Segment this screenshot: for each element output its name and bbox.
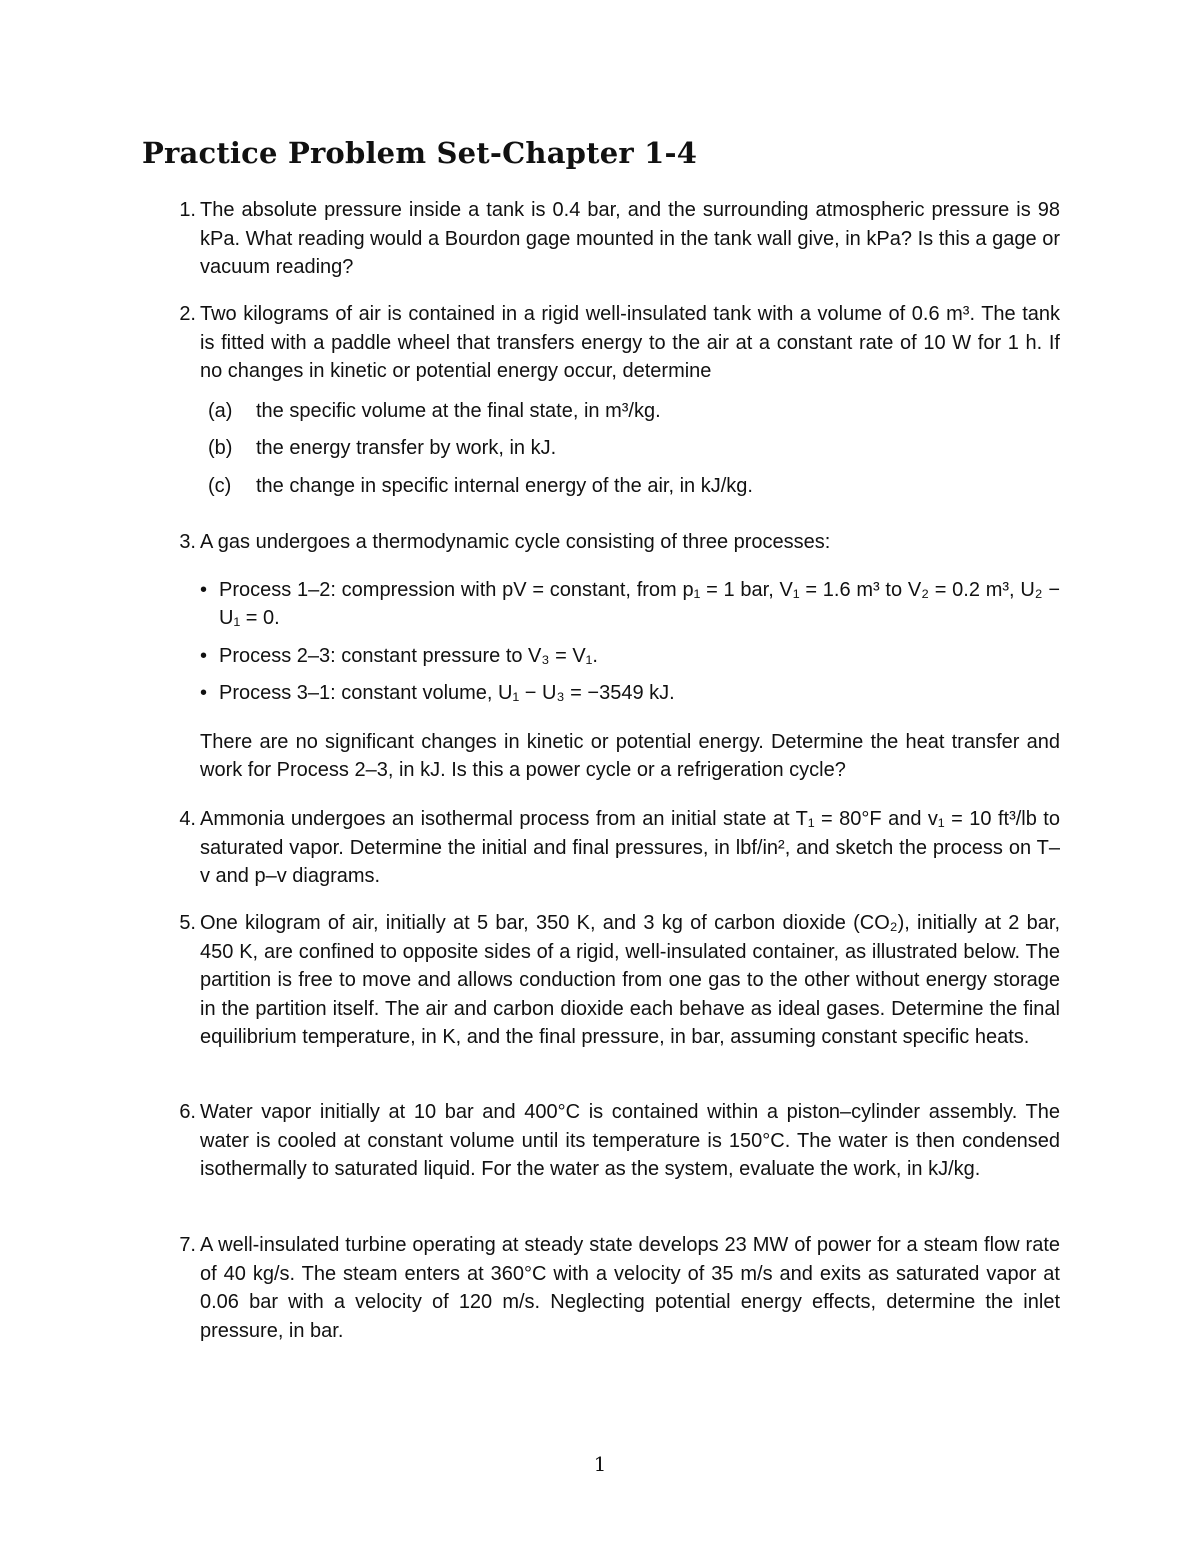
bullet-text: Process 2–3: constant pressure to V₃ = V₁. [219, 644, 598, 667]
sub-question-b [208, 434, 1060, 463]
sub-text: the change in specific internal energy of the air, in kJ/kg. [256, 474, 753, 497]
problem-text: The absolute pressure inside a tank is 0.4 bar, and the surrounding atmospheric pressure is 98 kPa. What reading would a Bourdon gage mounted in the tank wall give, in kPa? Is this a gage or vacuum reading? [200, 199, 1060, 278]
problem-closing-text: There are no significant changes in kinetic or potential energy. Determine the heat transfer and work for Process 2–3, in kJ. Is this a power cycle or a refrigeration cycle? [200, 730, 1060, 781]
bullet-text: Process 1–2: compression with pV = constant, from p₁ = 1 bar, V₁ = 1.6 m³ to V₂ = 0.2 m³, U₂ − U₁ = 0. [219, 578, 1060, 629]
sub-question-c [208, 472, 1060, 501]
problem-number: 4. [179, 808, 196, 830]
problem-number: 5. [179, 912, 196, 934]
problem-text: Two kilograms of air is contained in a rigid well-insulated tank with a volume of 0.6 m³. The tank is fitted with a paddle wheel that transfers energy to the air at a constant rate of 10 W for 1 h. If no changes in kinetic or potential energy occur, determine [200, 303, 1060, 382]
problem-number: 6. [179, 1101, 196, 1123]
problem-1 [170, 196, 1060, 282]
problem-text: Water vapor initially at 10 bar and 400°C is contained within a piston–cylinder assembly. The water is cooled at constant volume until its temperature is 150°C. The water is then condensed isothermally to saturated liquid. For the water as the system, evaluate the work, in kJ/kg. [200, 1101, 1060, 1180]
bullet-item [194, 642, 1060, 671]
sub-label: (c) [208, 474, 232, 497]
sub-label: (a) [208, 399, 233, 422]
bullet-icon: • [200, 644, 208, 667]
page-number: 1 [593, 1452, 607, 1476]
bullet-icon: • [200, 578, 208, 601]
problem-number: 1. [179, 199, 196, 221]
problem-text: A well-insulated turbine operating at steady state develops 23 MW of power for a steam flow rate of 40 kg/s. The steam enters at 360°C with a velocity of 35 m/s and exits as saturated vapor at 0.06 bar with a velocity of 120 m/s. Neglecting potential energy effects, determine the inlet pressure, in bar. [200, 1234, 1060, 1342]
problem-4 [170, 805, 1060, 891]
problem-2 [170, 300, 1060, 500]
page-title: Practice Problem Set-Chapter 1-4 [142, 136, 698, 170]
problem-number: 3. [179, 531, 196, 553]
problem-5 [170, 909, 1060, 1052]
bullet-item [194, 576, 1060, 633]
bullet-item [194, 679, 1060, 708]
bullet-text: Process 3–1: constant volume, U₁ − U₃ = −3549 kJ. [219, 682, 675, 704]
sub-text: the specific volume at the final state, in m³/kg. [256, 399, 661, 422]
problem-7 [170, 1231, 1060, 1345]
problem-text: Ammonia undergoes an isothermal process from an initial state at T₁ = 80°F and v₁ = 10 ft³/lb to saturated vapor. Determine the initial and final pressures, in lbf/in², and sketch the process on T–v and p–v diagrams. [200, 808, 1060, 887]
problem-number: 7. [179, 1234, 196, 1256]
problem-text: One kilogram of air, initially at 5 bar, 350 K, and 3 kg of carbon dioxide (CO₂), initially at 2 bar, 450 K, are confined to opposite sides of a rigid, well-insulated container, as illustrated below. The partition is free to move and allows conduction from one gas to the other without energy storage in the partition itself. The air and carbon dioxide each behave as ideal gases. Determine the final equilibrium temperature, in K, and the final pressure, in bar, assuming constant specific heats. [200, 912, 1060, 1048]
problem-6 [170, 1098, 1060, 1184]
sub-text: the energy transfer by work, in kJ. [256, 437, 557, 459]
problem-3 [170, 528, 1060, 785]
problem-number: 2. [179, 303, 196, 325]
sub-label: (b) [208, 437, 233, 459]
problem-text: A gas undergoes a thermodynamic cycle consisting of three processes: [200, 531, 831, 553]
sub-question-a [208, 397, 1060, 426]
bullet-icon: • [200, 682, 208, 704]
